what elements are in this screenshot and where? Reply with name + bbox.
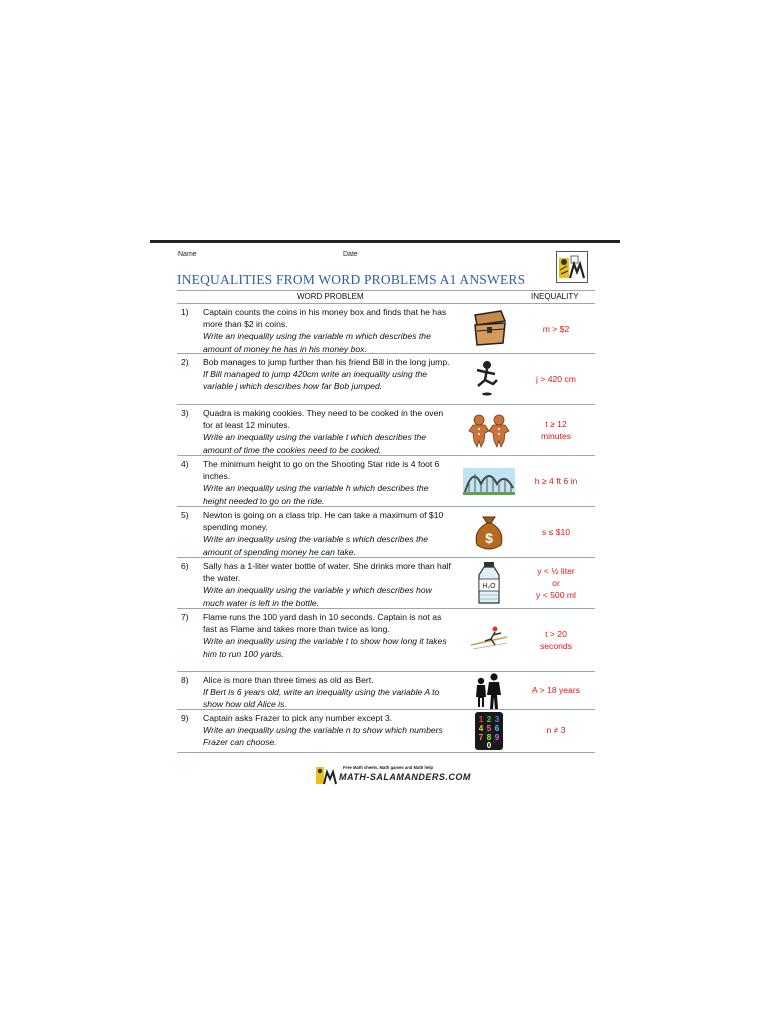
- problem-number: 8): [181, 675, 189, 685]
- table-row: [177, 672, 595, 710]
- footer-brand-name: MATH-SALAMANDERS.COM: [339, 772, 471, 782]
- table-header: [177, 290, 595, 304]
- inequality-answer: y < ½ liter or y < 500 ml: [536, 566, 576, 600]
- people-silhouette-icon: [467, 673, 511, 709]
- problem-text: Captain counts the coins in his money box and finds that he has more than $2 in coins. Write an inequality using the variable m which describes the amount of money he has in his money box.: [203, 307, 447, 354]
- svg-text:6: 6: [494, 724, 500, 733]
- svg-text:2: 2: [486, 715, 492, 724]
- water-bottle-icon: [467, 561, 511, 605]
- svg-text:$: $: [485, 530, 493, 546]
- gingerbread-cookies-icon: [467, 411, 511, 449]
- problem-number: 9): [181, 713, 189, 723]
- problem-text: Sally has a 1-liter water bottle of water. She drinks more than half the water. Write an inequality using the variable y which describes how much water is left in the bottle.: [203, 561, 451, 608]
- table-row: [177, 710, 595, 753]
- footer-tagline: Free Math sheets, Math games and Math help: [343, 765, 434, 770]
- treasure-chest-icon: [467, 309, 511, 347]
- problem-text: Captain asks Frazer to pick any number except 3. Write an inequality using the variable n to show which numbers Frazer can choose.: [203, 713, 443, 748]
- inequality-answer: s ≤ $10: [541, 527, 571, 537]
- roller-coaster-icon: [463, 462, 515, 500]
- salamander-logo-icon: [556, 251, 588, 283]
- problem-number: 3): [181, 408, 189, 418]
- problem-number: 1): [181, 307, 189, 317]
- svg-text:5: 5: [486, 724, 492, 733]
- svg-text:8: 8: [486, 733, 492, 742]
- inequality-answer: m > $2: [542, 324, 570, 334]
- column-header-problem: WORD PROBLEM: [297, 292, 364, 301]
- problem-text: Quadra is making cookies. They need to be cooked in the oven for at least 12 minutes. Write an inequality using the variable t which describes the amount of time the cookies need to be cooked.: [203, 408, 444, 455]
- problem-text: The minimum height to go on the Shooting Star ride is 4 foot 6 inches. Write an inequality using the variable h which describes the height needed to go on the ride.: [203, 459, 440, 506]
- svg-text:3: 3: [494, 715, 500, 724]
- problem-number: 4): [181, 459, 189, 469]
- problem-text: Alice is more than three times as old as Bert. If Bert is 6 years old, write an inequality using the variable A to show how old Alice is.: [203, 675, 440, 710]
- table-row: [177, 304, 595, 354]
- table-row: [177, 354, 595, 405]
- problem-number: 5): [181, 510, 189, 520]
- date-label: Date: [343, 251, 358, 258]
- name-label: Name: [178, 251, 197, 258]
- inequality-answer: t > 20 seconds: [539, 629, 572, 651]
- problem-text: Flame runs the 100 yard dash in 10 seconds. Captain is not as fast as Flame and takes more than twice as long. Write an inequality using the variable t to show how long it takes him to run 100 yards.: [203, 612, 447, 659]
- problem-number: 6): [181, 561, 189, 571]
- worksheet-title: INEQUALITIES FROM WORD PROBLEMS A1 ANSWERS: [177, 272, 526, 287]
- svg-text:0: 0: [486, 741, 492, 750]
- table-row: [177, 507, 595, 558]
- table-row: [177, 456, 595, 507]
- svg-text:1: 1: [478, 715, 484, 724]
- number-tiles-icon: [467, 712, 511, 750]
- inequality-answer: j > 420 cm: [536, 374, 576, 384]
- problem-text: Newton is going on a class trip. He can take a maximum of $10 spending money. Write an inequality using the variable s which describes the amount of spending money he can take.: [203, 510, 444, 557]
- inequality-answer: n ≠ 3: [546, 725, 566, 735]
- svg-text:7: 7: [478, 733, 484, 742]
- svg-text:4: 4: [478, 724, 484, 733]
- table-row: [177, 558, 595, 609]
- column-header-inequality: INEQUALITY: [531, 292, 579, 301]
- inequality-answer: A > 18 years: [531, 685, 580, 695]
- svg-text:9: 9: [494, 733, 500, 742]
- inequality-answer: t ≥ 12 minutes: [540, 419, 572, 441]
- footer-logo-icon: [315, 764, 337, 786]
- footer-brand: [315, 764, 471, 786]
- inequality-answer: h ≥ 4 ft 6 in: [534, 476, 578, 486]
- top-rule: [150, 240, 620, 243]
- problem-table: [177, 290, 595, 753]
- money-bag-icon: [467, 513, 511, 551]
- svg-text:H₂O: H₂O: [482, 583, 496, 590]
- table-row: [177, 609, 595, 672]
- problem-number: 7): [181, 612, 189, 622]
- problem-text: Bob manages to jump further than his friend Bill in the long jump. If Bill managed to jump 420cm write an inequality using the variable j which describes how far Bob jumped.: [203, 357, 450, 392]
- problem-number: 2): [181, 357, 189, 367]
- sprinter-icon: [467, 621, 511, 659]
- long-jumper-icon: [467, 360, 511, 398]
- table-row: [177, 405, 595, 456]
